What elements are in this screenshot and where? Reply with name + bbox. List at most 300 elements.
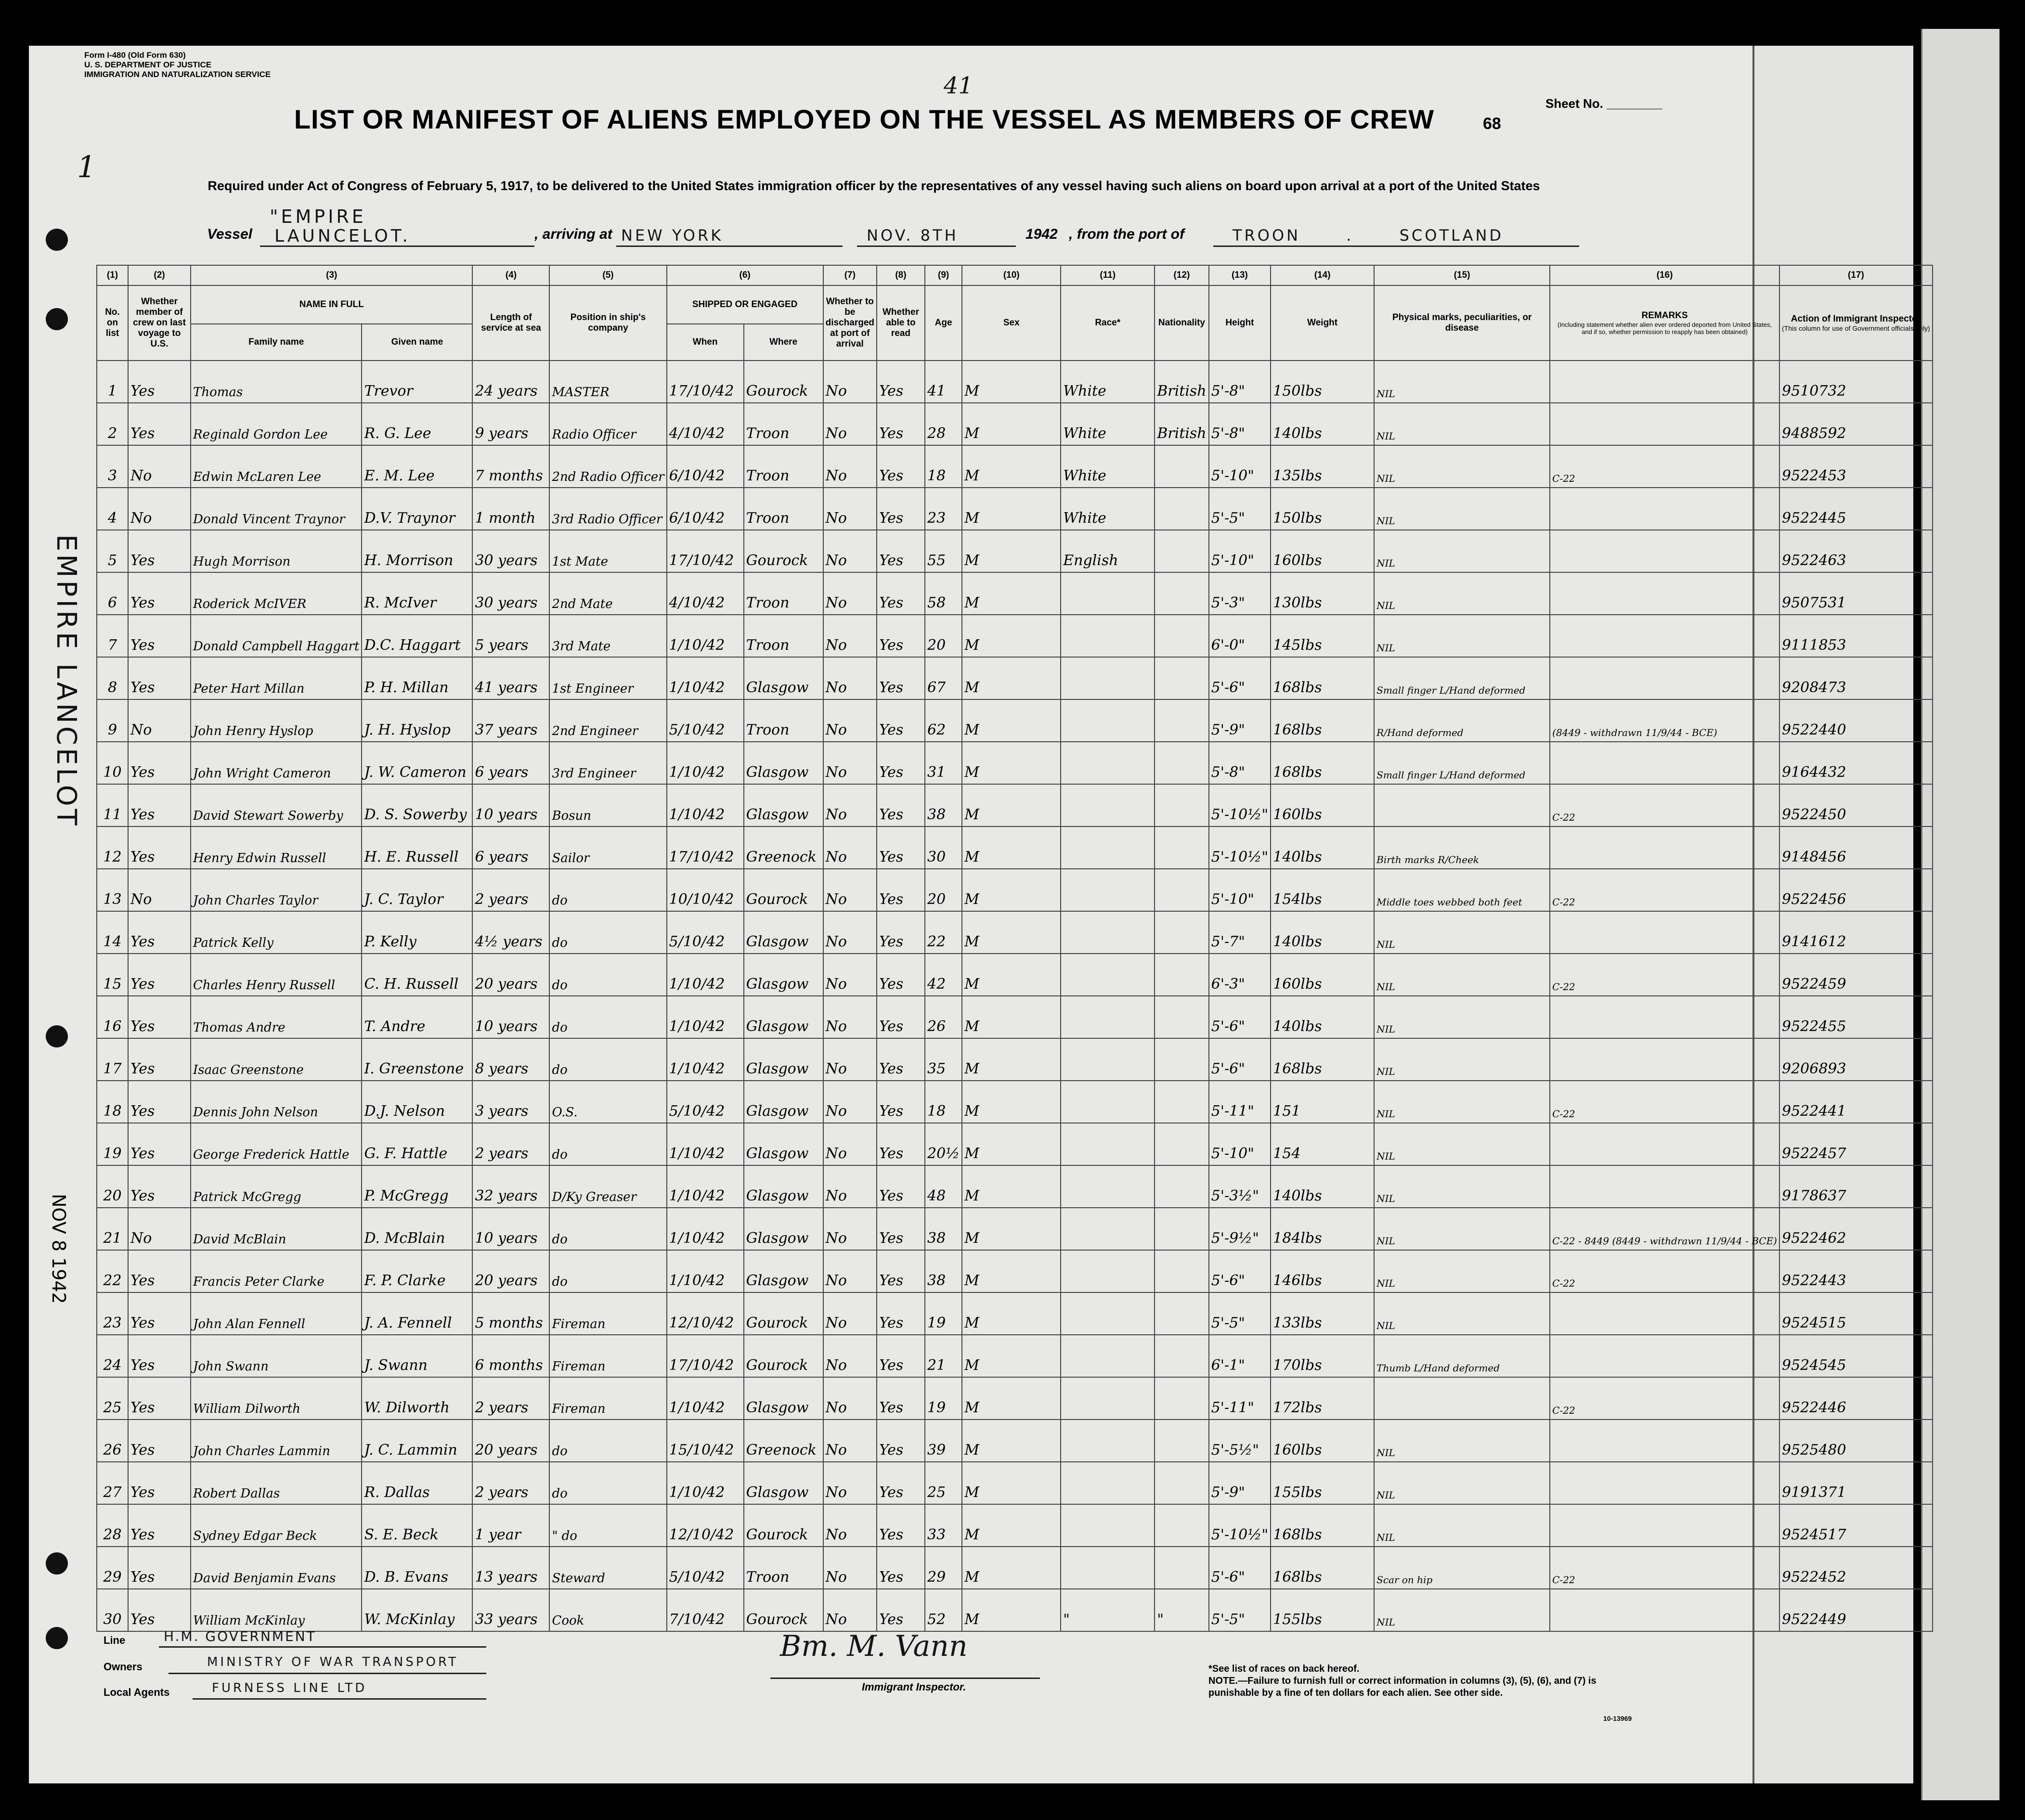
- sex: M: [962, 742, 1061, 784]
- race: ": [1061, 1589, 1155, 1631]
- row-number: 23: [97, 1292, 128, 1335]
- sex: M: [962, 1377, 1061, 1420]
- age: 30: [925, 826, 962, 869]
- sex: M: [962, 869, 1061, 911]
- remarks: (8449 - withdrawn 11/9/44 - BCE): [1550, 699, 1779, 742]
- row-number: 15: [97, 954, 128, 996]
- shipped-where: Gourock: [744, 1335, 823, 1377]
- inspector-action: 9522452: [1779, 1547, 1933, 1589]
- length-of-service: 2 years: [472, 1123, 549, 1165]
- race: [1061, 1081, 1155, 1123]
- header-shipped: SHIPPED OR ENGAGED: [667, 285, 823, 324]
- to-be-discharged: No: [823, 1420, 877, 1462]
- length-of-service: 41 years: [472, 657, 549, 699]
- inspector-action: 9522450: [1779, 784, 1933, 826]
- nationality: [1155, 1462, 1208, 1504]
- row-number: 28: [97, 1504, 128, 1547]
- age: 39: [925, 1420, 962, 1462]
- row-number: 2: [97, 403, 128, 445]
- inspector-action: 9522455: [1779, 996, 1933, 1038]
- shipped-where: Glasgow: [744, 1081, 823, 1123]
- age: 31: [925, 742, 962, 784]
- length-of-service: 32 years: [472, 1165, 549, 1208]
- sex: M: [962, 996, 1061, 1038]
- table-row: [97, 784, 1933, 826]
- physical-marks: [1374, 784, 1550, 826]
- remarks: C-22: [1550, 1377, 1779, 1420]
- family-name: David McBlain: [191, 1208, 362, 1250]
- penalty-note: NOTE.—Failure to furnish full or correct information in columns (3), (5), (6), and (7) is punishable by a fine of ten dollars for each alien. See other side.: [1208, 1676, 1597, 1698]
- from-port: TROON . SCOTLAND: [1233, 226, 1504, 245]
- remarks: [1550, 742, 1779, 784]
- nationality: [1155, 1292, 1208, 1335]
- header-weight: Weight: [1271, 285, 1374, 361]
- to-be-discharged: No: [823, 1504, 877, 1547]
- weight: 146lbs: [1271, 1250, 1374, 1292]
- able-to-read: Yes: [877, 1335, 925, 1377]
- weight: 154: [1271, 1123, 1374, 1165]
- shipped-when: 12/10/42: [667, 1504, 744, 1547]
- signature-underline: [770, 1678, 1040, 1679]
- inspector-signature: Bm. M. Vann: [780, 1629, 968, 1663]
- nationality: [1155, 911, 1208, 954]
- header-discharged: Whether to be discharged at port of arrival: [823, 285, 877, 361]
- inspector-action: 9522440: [1779, 699, 1933, 742]
- row-number: 11: [97, 784, 128, 826]
- header-member: Whether member of crew on last voyage to U.S.: [128, 285, 191, 361]
- able-to-read: Yes: [877, 361, 925, 403]
- date-underline: [857, 245, 1016, 247]
- header-length: Length of service at sea: [472, 285, 549, 361]
- shipped-when: 17/10/42: [667, 826, 744, 869]
- physical-marks: NIL: [1374, 1420, 1550, 1462]
- remarks: [1550, 488, 1779, 530]
- weight: 145lbs: [1271, 615, 1374, 657]
- remarks: C-22: [1550, 784, 1779, 826]
- family-name: John Henry Hyslop: [191, 699, 362, 742]
- shipped-where: Troon: [744, 699, 823, 742]
- to-be-discharged: No: [823, 445, 877, 488]
- inspector-action: 9178637: [1779, 1165, 1933, 1208]
- height: 5'-9": [1209, 1462, 1271, 1504]
- position: MASTER: [549, 361, 666, 403]
- race: [1061, 826, 1155, 869]
- age: 52: [925, 1589, 962, 1631]
- physical-marks: NIL: [1374, 911, 1550, 954]
- position: do: [549, 869, 666, 911]
- weight: 168lbs: [1271, 657, 1374, 699]
- age: 38: [925, 1250, 962, 1292]
- member-last-voyage: Yes: [128, 1038, 191, 1081]
- weight: 140lbs: [1271, 1165, 1374, 1208]
- family-name: Reginald Gordon Lee: [191, 403, 362, 445]
- sex: M: [962, 911, 1061, 954]
- nationality: [1155, 742, 1208, 784]
- able-to-read: Yes: [877, 699, 925, 742]
- nationality: [1155, 1250, 1208, 1292]
- age: 33: [925, 1504, 962, 1547]
- nationality: [1155, 1504, 1208, 1547]
- shipped-where: Troon: [744, 445, 823, 488]
- given-name: C. H. Russell: [362, 954, 472, 996]
- inspector-action: 9522462: [1779, 1208, 1933, 1250]
- position: Steward: [549, 1547, 666, 1589]
- page-title: LIST OR MANIFEST OF ALIENS EMPLOYED ON THE VESSEL AS MEMBERS OF CREW: [294, 104, 1435, 134]
- length-of-service: 20 years: [472, 1250, 549, 1292]
- height: 5'-10½": [1209, 826, 1271, 869]
- shipped-where: Glasgow: [744, 1038, 823, 1081]
- age: 20: [925, 869, 962, 911]
- physical-marks: NIL: [1374, 445, 1550, 488]
- col-num: (12): [1155, 265, 1208, 285]
- shipped-when: 1/10/42: [667, 954, 744, 996]
- able-to-read: Yes: [877, 954, 925, 996]
- nationality: [1155, 1420, 1208, 1462]
- member-last-voyage: Yes: [128, 996, 191, 1038]
- family-name: Henry Edwin Russell: [191, 826, 362, 869]
- weight: 172lbs: [1271, 1377, 1374, 1420]
- physical-marks: NIL: [1374, 1504, 1550, 1547]
- able-to-read: Yes: [877, 1547, 925, 1589]
- row-number: 27: [97, 1462, 128, 1504]
- physical-marks: NIL: [1374, 954, 1550, 996]
- to-be-discharged: No: [823, 361, 877, 403]
- given-name: Trevor: [362, 361, 472, 403]
- given-name: R. G. Lee: [362, 403, 472, 445]
- family-name: William Dilworth: [191, 1377, 362, 1420]
- col-num: (6): [667, 265, 823, 285]
- family-name: Robert Dallas: [191, 1462, 362, 1504]
- table-row: [97, 996, 1933, 1038]
- race: [1061, 1462, 1155, 1504]
- header-marks: Physical marks, peculiarities, or disease: [1374, 285, 1550, 361]
- member-last-voyage: Yes: [128, 1165, 191, 1208]
- position: 1st Engineer: [549, 657, 666, 699]
- age: 19: [925, 1377, 962, 1420]
- nationality: [1155, 657, 1208, 699]
- member-last-voyage: Yes: [128, 954, 191, 996]
- header-given: Given name: [362, 324, 472, 361]
- height: 5'-10": [1209, 1123, 1271, 1165]
- able-to-read: Yes: [877, 445, 925, 488]
- family-name: Thomas: [191, 361, 362, 403]
- able-to-read: Yes: [877, 1292, 925, 1335]
- inspector-action: 9524515: [1779, 1292, 1933, 1335]
- sex: M: [962, 1038, 1061, 1081]
- race: [1061, 911, 1155, 954]
- able-to-read: Yes: [877, 1504, 925, 1547]
- binder-hole: [46, 1025, 68, 1047]
- position: Cook: [549, 1589, 666, 1631]
- to-be-discharged: No: [823, 996, 877, 1038]
- table-row: [97, 1589, 1933, 1631]
- able-to-read: Yes: [877, 1589, 925, 1631]
- sex: M: [962, 699, 1061, 742]
- row-number: 12: [97, 826, 128, 869]
- length-of-service: 20 years: [472, 954, 549, 996]
- physical-marks: NIL: [1374, 1208, 1550, 1250]
- family-name: John Swann: [191, 1335, 362, 1377]
- nationality: [1155, 869, 1208, 911]
- shipped-when: 1/10/42: [667, 657, 744, 699]
- member-last-voyage: Yes: [128, 361, 191, 403]
- family-name: Thomas Andre: [191, 996, 362, 1038]
- race: [1061, 1250, 1155, 1292]
- row-number: 5: [97, 530, 128, 572]
- height: 5'-10": [1209, 530, 1271, 572]
- length-of-service: 9 years: [472, 403, 549, 445]
- weight: 150lbs: [1271, 488, 1374, 530]
- member-last-voyage: Yes: [128, 1335, 191, 1377]
- member-last-voyage: No: [128, 445, 191, 488]
- nationality: [1155, 699, 1208, 742]
- table-row: [97, 1377, 1933, 1420]
- given-name: T. Andre: [362, 996, 472, 1038]
- length-of-service: 13 years: [472, 1547, 549, 1589]
- race: [1061, 615, 1155, 657]
- member-last-voyage: Yes: [128, 1250, 191, 1292]
- race: [1061, 1165, 1155, 1208]
- remarks: [1550, 911, 1779, 954]
- length-of-service: 5 years: [472, 615, 549, 657]
- family-name: Peter Hart Millan: [191, 657, 362, 699]
- shipped-when: 1/10/42: [667, 1250, 744, 1292]
- arrival-year: 1942: [1025, 226, 1058, 242]
- height: 5'-5": [1209, 1589, 1271, 1631]
- able-to-read: Yes: [877, 572, 925, 615]
- position: 3rd Engineer: [549, 742, 666, 784]
- shipped-when: 6/10/42: [667, 488, 744, 530]
- col-num: (11): [1061, 265, 1155, 285]
- vessel-name-stamp: EMPIRE LANCELOT: [51, 534, 82, 828]
- physical-marks: NIL: [1374, 1038, 1550, 1081]
- inspector-action: 9525480: [1779, 1420, 1933, 1462]
- shipped-when: 5/10/42: [667, 699, 744, 742]
- position: do: [549, 1208, 666, 1250]
- length-of-service: 10 years: [472, 1208, 549, 1250]
- able-to-read: Yes: [877, 742, 925, 784]
- family-name: David Benjamin Evans: [191, 1547, 362, 1589]
- family-name: Charles Henry Russell: [191, 954, 362, 996]
- given-name: W. McKinlay: [362, 1589, 472, 1631]
- able-to-read: Yes: [877, 615, 925, 657]
- given-name: D.J. Nelson: [362, 1081, 472, 1123]
- position: Sailor: [549, 826, 666, 869]
- inspector-action: 9522453: [1779, 445, 1933, 488]
- physical-marks: Small finger L/Hand deformed: [1374, 742, 1550, 784]
- to-be-discharged: No: [823, 1165, 877, 1208]
- nationality: [1155, 572, 1208, 615]
- given-name: J. H. Hyslop: [362, 699, 472, 742]
- to-be-discharged: No: [823, 699, 877, 742]
- shipped-where: Glasgow: [744, 911, 823, 954]
- inspector-action: 9522457: [1779, 1123, 1933, 1165]
- given-name: G. F. Hattle: [362, 1123, 472, 1165]
- row-number: 14: [97, 911, 128, 954]
- remarks: [1550, 615, 1779, 657]
- arriving-port: NEW YORK: [621, 226, 724, 245]
- row-number: 26: [97, 1420, 128, 1462]
- agents-label: Local Agents: [104, 1686, 170, 1698]
- physical-marks: NIL: [1374, 1250, 1550, 1292]
- sex: M: [962, 1208, 1061, 1250]
- able-to-read: Yes: [877, 1165, 925, 1208]
- nationality: [1155, 826, 1208, 869]
- weight: 140lbs: [1271, 826, 1374, 869]
- shipped-where: Glasgow: [744, 1208, 823, 1250]
- sex: M: [962, 1547, 1061, 1589]
- row-number: 25: [97, 1377, 128, 1420]
- weight: 155lbs: [1271, 1589, 1374, 1631]
- table-row: [97, 1038, 1933, 1081]
- shipped-where: Glasgow: [744, 954, 823, 996]
- to-be-discharged: No: [823, 911, 877, 954]
- arriving-label: , arriving at: [534, 226, 612, 242]
- col-num: (14): [1271, 265, 1374, 285]
- shipped-where: Troon: [744, 488, 823, 530]
- table-row: [97, 1165, 1933, 1208]
- vessel-name-line2: LAUNCELOT.: [274, 226, 411, 246]
- remarks: [1550, 996, 1779, 1038]
- race: [1061, 1292, 1155, 1335]
- weight: 151: [1271, 1081, 1374, 1123]
- position: D/Ky Greaser: [549, 1165, 666, 1208]
- nationality: [1155, 1335, 1208, 1377]
- table-row: [97, 1420, 1933, 1462]
- length-of-service: 6 years: [472, 742, 549, 784]
- table-row: [97, 1081, 1933, 1123]
- nationality: [1155, 530, 1208, 572]
- nationality: [1155, 488, 1208, 530]
- shipped-where: Glasgow: [744, 1377, 823, 1420]
- height: 5'-5½": [1209, 1420, 1271, 1462]
- shipped-when: 17/10/42: [667, 530, 744, 572]
- agents-underline: [193, 1698, 486, 1700]
- remarks: [1550, 361, 1779, 403]
- to-be-discharged: No: [823, 1292, 877, 1335]
- shipped-when: 10/10/42: [667, 869, 744, 911]
- remarks: [1550, 1589, 1779, 1631]
- age: 21: [925, 1335, 962, 1377]
- height: 5'-5": [1209, 488, 1271, 530]
- nationality: British: [1155, 361, 1208, 403]
- sex: M: [962, 1462, 1061, 1504]
- shipped-when: 1/10/42: [667, 784, 744, 826]
- position: do: [549, 1420, 666, 1462]
- nationality: [1155, 1377, 1208, 1420]
- height: 5'-10½": [1209, 784, 1271, 826]
- physical-marks: NIL: [1374, 996, 1550, 1038]
- height: 5'-10": [1209, 869, 1271, 911]
- header-sex: Sex: [962, 285, 1061, 361]
- race: [1061, 1504, 1155, 1547]
- able-to-read: Yes: [877, 1038, 925, 1081]
- age: 28: [925, 403, 962, 445]
- member-last-voyage: Yes: [128, 1292, 191, 1335]
- col-num: (9): [925, 265, 962, 285]
- corner-mark: 1: [77, 149, 96, 184]
- owners-underline: [169, 1673, 486, 1674]
- sex: M: [962, 615, 1061, 657]
- shipped-where: Glasgow: [744, 784, 823, 826]
- length-of-service: 1 month: [472, 488, 549, 530]
- nationality: [1155, 1081, 1208, 1123]
- inspector-action: 9522463: [1779, 530, 1933, 572]
- age: 23: [925, 488, 962, 530]
- remarks: C-22: [1550, 1250, 1779, 1292]
- inspector-action: 9522446: [1779, 1377, 1933, 1420]
- sex: M: [962, 954, 1061, 996]
- remarks: C-22 - 8449 (8449 - withdrawn 11/9/44 - BCE): [1550, 1208, 1779, 1250]
- remarks: C-22: [1550, 1547, 1779, 1589]
- member-last-voyage: Yes: [128, 403, 191, 445]
- shipped-where: Gourock: [744, 530, 823, 572]
- weight: 150lbs: [1271, 361, 1374, 403]
- able-to-read: Yes: [877, 530, 925, 572]
- family-name: John Charles Taylor: [191, 869, 362, 911]
- able-to-read: Yes: [877, 488, 925, 530]
- age: 38: [925, 1208, 962, 1250]
- to-be-discharged: No: [823, 657, 877, 699]
- shipped-when: 17/10/42: [667, 1335, 744, 1377]
- shipped-when: 1/10/42: [667, 1038, 744, 1081]
- height: 5'-10": [1209, 445, 1271, 488]
- table-row: [97, 1547, 1933, 1589]
- shipped-where: Troon: [744, 403, 823, 445]
- table-row: [97, 826, 1933, 869]
- nationality: [1155, 1123, 1208, 1165]
- from-label: , from the port of: [1069, 226, 1184, 242]
- col-num: (3): [191, 265, 472, 285]
- col-num: (13): [1209, 265, 1271, 285]
- given-name: J. W. Cameron: [362, 742, 472, 784]
- weight: 130lbs: [1271, 572, 1374, 615]
- to-be-discharged: No: [823, 1208, 877, 1250]
- height: 5'-6": [1209, 1250, 1271, 1292]
- shipped-where: Glasgow: [744, 1462, 823, 1504]
- able-to-read: Yes: [877, 403, 925, 445]
- table-row: [97, 615, 1933, 657]
- position: 1st Mate: [549, 530, 666, 572]
- remarks: C-22: [1550, 869, 1779, 911]
- to-be-discharged: No: [823, 1377, 877, 1420]
- inspector-action: 9510732: [1779, 361, 1933, 403]
- given-name: P. Kelly: [362, 911, 472, 954]
- race: White: [1061, 445, 1155, 488]
- sex: M: [962, 1165, 1061, 1208]
- nationality: [1155, 1165, 1208, 1208]
- sex: M: [962, 657, 1061, 699]
- weight: 168lbs: [1271, 1547, 1374, 1589]
- length-of-service: 24 years: [472, 361, 549, 403]
- inspector-action: 9148456: [1779, 826, 1933, 869]
- race: [1061, 1420, 1155, 1462]
- given-name: J. A. Fennell: [362, 1292, 472, 1335]
- shipped-when: 5/10/42: [667, 1081, 744, 1123]
- member-last-voyage: Yes: [128, 742, 191, 784]
- family-name: Patrick McGregg: [191, 1165, 362, 1208]
- row-number: 21: [97, 1208, 128, 1250]
- table-row: [97, 1292, 1933, 1335]
- position: do: [549, 1250, 666, 1292]
- remarks: [1550, 1123, 1779, 1165]
- shipped-when: 1/10/42: [667, 996, 744, 1038]
- height: 5'-6": [1209, 996, 1271, 1038]
- given-name: J. C. Taylor: [362, 869, 472, 911]
- binder-hole: [46, 1552, 68, 1575]
- nationality: ": [1155, 1589, 1208, 1631]
- row-number: 24: [97, 1335, 128, 1377]
